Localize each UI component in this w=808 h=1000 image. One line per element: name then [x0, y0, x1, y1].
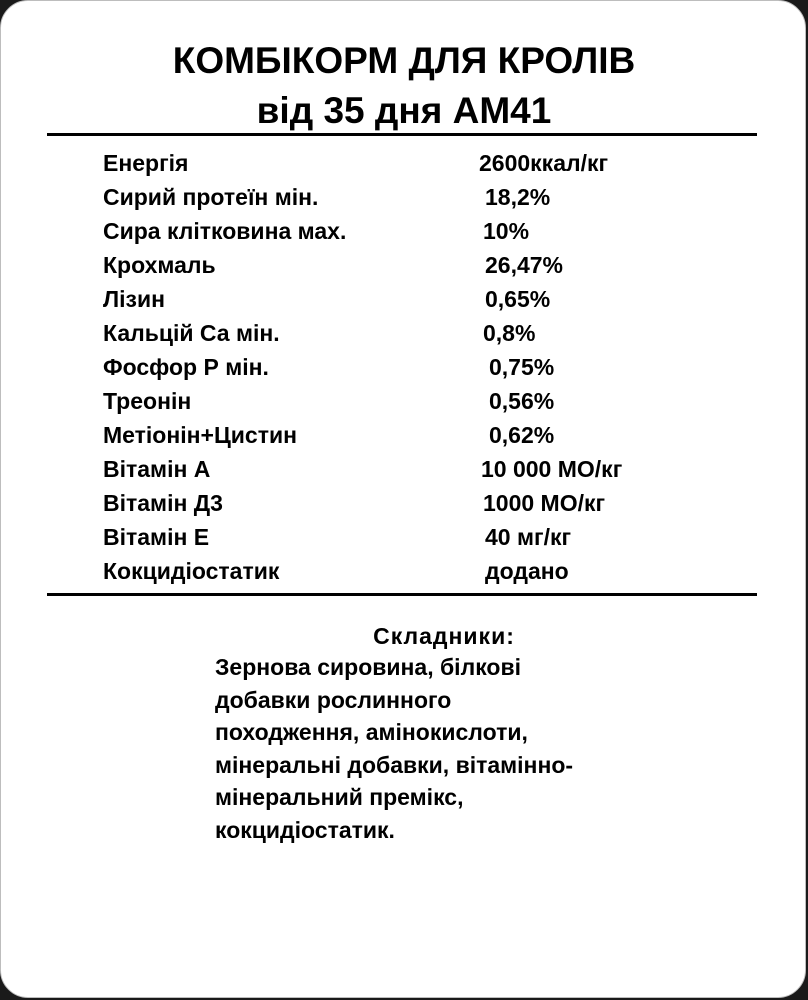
- nutrient-row-coccidiostat: [103, 554, 723, 588]
- ingredients-text: [215, 651, 655, 846]
- nutrient-row-vitamin-e: [103, 520, 723, 554]
- nutrient-table: [103, 146, 723, 588]
- nutrient-row-threonine: [103, 384, 723, 418]
- nutrient-name: Вітамін Д3: [103, 490, 223, 516]
- nutrient-value: 0,56%: [489, 388, 555, 414]
- nutrient-value: 10%: [483, 218, 530, 244]
- nutrient-name: Кальцій Са мін.: [103, 320, 280, 346]
- nutrient-name: Фосфор Р мін.: [103, 354, 269, 380]
- nutrient-name: Лізин: [103, 286, 165, 312]
- nutrient-row-vitamin-a: [103, 452, 723, 486]
- nutrient-value: 0,8%: [483, 320, 536, 346]
- ingredients-line: кокцидіостатик.: [215, 816, 395, 843]
- nutrient-value: 10 000 МО/кг: [481, 456, 623, 482]
- nutrient-row-vitamin-d3: [103, 486, 723, 520]
- nutrient-row-methionine-cystine: [103, 418, 723, 452]
- nutrient-row-lysine: [103, 282, 723, 316]
- nutrient-name: Вітамін Е: [103, 524, 210, 550]
- nutrient-row-fiber: [103, 214, 723, 248]
- nutrient-row-phosphorus: [103, 350, 723, 384]
- nutrient-row-calcium: [103, 316, 723, 350]
- nutrient-value: 0,75%: [489, 354, 555, 380]
- nutrient-value: додано: [485, 558, 569, 584]
- nutrient-row-protein: [103, 180, 723, 214]
- nutrient-value: 40 мг/кг: [485, 524, 572, 550]
- nutrient-name: Вітамін А: [103, 456, 211, 482]
- nutrient-name: Сирий протеїн мін.: [103, 184, 319, 210]
- nutrient-name: Крохмаль: [103, 252, 216, 278]
- top-divider: [47, 133, 757, 136]
- ingredients-heading: Складники:: [373, 623, 515, 649]
- nutrient-row-energy: [103, 146, 723, 180]
- nutrient-name: Треонін: [103, 388, 192, 414]
- nutrient-value: 2600ккал/кг: [479, 150, 609, 176]
- nutrient-name: Метіонін+Цистин: [103, 422, 297, 448]
- label-subtitle: від 35 дня АМ41: [256, 90, 552, 131]
- nutrient-value: 1000 МО/кг: [483, 490, 606, 516]
- nutrient-name: Сира клітковина мах.: [103, 218, 347, 244]
- ingredients-line: мінеральні добавки, вітамінно-: [215, 751, 574, 778]
- label-title: КОМБІКОРМ ДЛЯ КРОЛІВ: [172, 40, 636, 81]
- nutrient-value: 0,65%: [485, 286, 551, 312]
- ingredients-line: Зернова сировина, білкові: [215, 654, 521, 680]
- nutrient-value: 26,47%: [485, 252, 564, 278]
- nutrient-value: 0,62%: [489, 422, 555, 448]
- nutrient-name: Кокцидіостатик: [103, 558, 280, 584]
- ingredients-line: походження, амінокислоти,: [215, 719, 528, 745]
- bottom-divider: [47, 593, 757, 596]
- nutrient-name: Енергія: [103, 150, 189, 176]
- nutrient-value: 18,2%: [485, 184, 551, 210]
- nutrient-row-starch: [103, 248, 723, 282]
- ingredients-line: добавки рослинного: [215, 686, 452, 713]
- ingredients-line: мінеральний премікс,: [215, 784, 464, 810]
